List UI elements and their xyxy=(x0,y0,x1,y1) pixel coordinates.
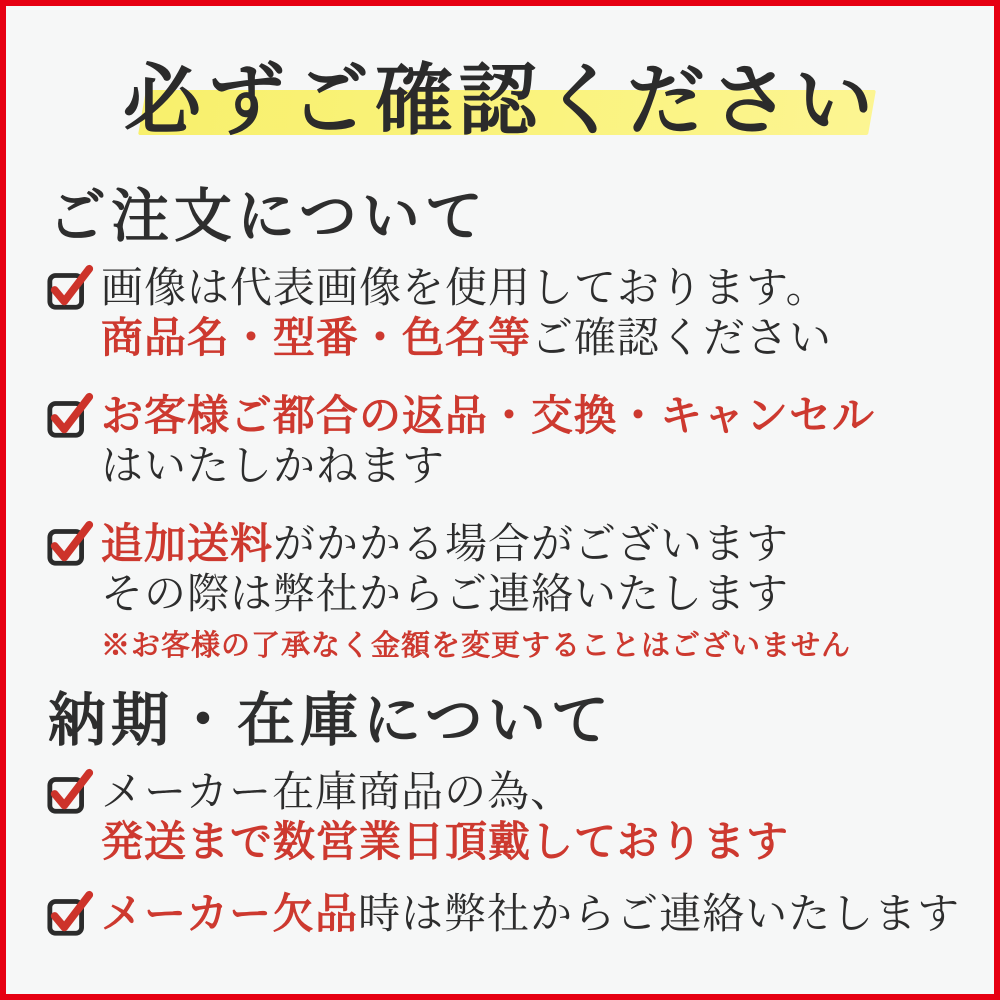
checked-checkbox-icon xyxy=(46,262,96,314)
notice-line xyxy=(101,442,875,492)
text-segment: その際は弊社からご連絡いたします xyxy=(101,572,790,618)
notice-line xyxy=(101,890,960,940)
text-segment: お客様ご都合の返品・交換・キャンセル xyxy=(101,394,876,440)
section-heading-order: ご注文について xyxy=(48,184,488,249)
notice-item-text xyxy=(101,264,832,364)
notice-line xyxy=(101,570,851,620)
text-segment: 追加送料 xyxy=(101,522,274,568)
text-segment: メーカー欠品 xyxy=(101,892,359,938)
notice-item-extra-shipping xyxy=(46,520,956,664)
text-segment: 商品名・型番・色名等 xyxy=(101,316,532,362)
page-title-block xyxy=(46,50,956,154)
notice-item-returns xyxy=(46,392,956,492)
text-segment: はいたしかねます xyxy=(101,444,446,490)
checked-checkbox-icon xyxy=(46,518,96,570)
checked-checkbox-icon xyxy=(46,766,96,818)
notice-line xyxy=(101,264,832,314)
notice-line xyxy=(101,392,875,442)
text-segment: 画像は代表画像を使用しております。 xyxy=(101,266,829,312)
text-segment: ご確認ください xyxy=(531,316,833,362)
text-segment: メーカー在庫商品の為、 xyxy=(101,770,574,816)
text-segment: がかかる場合がございます xyxy=(273,522,790,568)
notice-item-maker-shortage xyxy=(46,890,961,940)
notice-line xyxy=(101,520,851,570)
text-segment: 発送まで数営業日頂戴しております xyxy=(101,820,790,866)
fine-print-note: ※お客様の了承なく金額を変更することはございません xyxy=(101,630,852,662)
notice-item-text xyxy=(101,890,960,940)
notice-item-text xyxy=(101,520,851,664)
text-segment: 時は弊社からご連絡いたします xyxy=(358,892,961,938)
notice-item-text xyxy=(101,392,875,492)
notice-line xyxy=(101,818,789,868)
notice-line xyxy=(101,314,832,364)
notice-item-maker-stock xyxy=(46,768,956,868)
notice-item-representative-image xyxy=(46,264,956,364)
section-heading-delivery-stock: 納期・在庫について xyxy=(48,688,614,753)
notice-line xyxy=(101,768,789,818)
checked-checkbox-icon xyxy=(46,390,96,442)
notice-item-text xyxy=(101,768,789,868)
checked-checkbox-icon xyxy=(46,888,96,940)
page-title: 必ずご確認ください xyxy=(122,57,879,144)
